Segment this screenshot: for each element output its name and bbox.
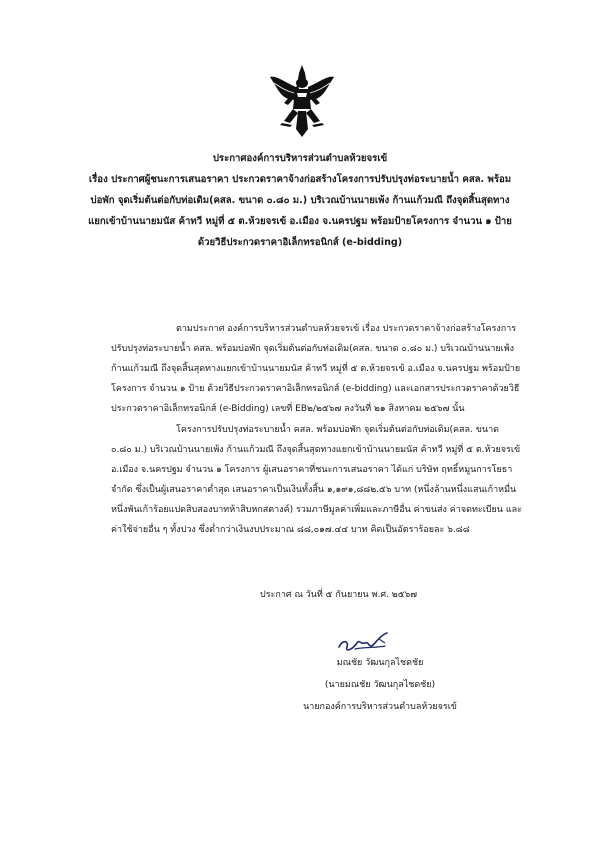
paragraph-1-line: ตามประกาศ องค์การบริหารส่วนตำบลห้วยจรเข้ เรื่อง ประกวดราคาจ้างก่อสร้างโครงการ [176,324,517,334]
announcement-issuer: ประกาศองค์การบริหารส่วนตำบลห้วยจรเข้ [212,153,388,164]
paragraph-2-line: อ.เมือง จ.นครปฐม จำนวน ๑ โครงการ ผู้เสนอราคาที่ชนะการเสนอราคา ได้แก่ บริษัท ฤทธิ์หมูนการโยธา [111,465,513,475]
paragraph-1-line: ปรับปรุงท่อระบายน้ำ คสล. พร้อมบ่อพัก จุดเริ่มต้นต่อกับท่อเดิม(คสล. ขนาด ๐.๘๐ ม.) บริเวณบ้านนายเพ้ง [111,344,515,354]
garuda-emblem-icon [268,63,336,139]
signatory-name: มณชัย วัฒนกุลไชดชัย [336,658,424,668]
paragraph-2-line: หนึ่งพันเก้าร้อยแปดสิบสองบาทห้าสิบหกสตางค์) รวมภาษีมูลค่าเพิ่มและภาษีอื่น ค่าขนส่ง ค่าจดทะเบียน และ [111,505,522,515]
paragraph-1-line: ก้านแก้วมณี ถึงจุดสิ้นสุดทางแยกเข้าบ้านนายมนัส ค้าทวี หมู่ที่ ๕ ต.ห้วยจรเข้ อ.เมือง จ.นครปฐม พร้อมป้าย [111,364,521,374]
signatory-name-parenthesized: (นายมณชัย วัฒนกุลไชดชัย) [324,680,436,690]
paragraph-2-line: ๐.๘๐ ม.) บริเวณบ้านนายเพ้ง ก้านแก้วมณี ถึงจุดสิ้นสุดทางแยกเข้าบ้านนายมนัส ค้าทวี หมู่ที่ ๕ ต.ห้วยจรเข้ [111,445,521,455]
paragraph-1-line: ประกวดราคาอิเล็กทรอนิกส์ (e-Bidding) เลขที่ EB๒/๒๕๖๗ ลงวันที่ ๒๑ สิงหาคม ๒๕๖๗ นั้น [111,404,465,414]
signatory-position: นายกองค์การบริหารส่วนตำบลห้วยจรเข้ [303,702,457,712]
paragraph-2-line: ค่าใช้จ่ายอื่น ๆ ทั้งปวง ซึ่งต่ำกว่าเงินงบประมาณ ๘๘,๐๑๗.๔๔ บาท คิดเป็นอัตราร้อยละ ๖.๘๘ [111,525,470,535]
paragraph-2-line: โครงการปรับปรุงท่อระบายน้ำ คสล. พร้อมบ่อพัก จุดเริ่มต้นต่อกับท่อเดิม(คสล. ขนาด [176,425,499,435]
subject-line-3: แยกเข้าบ้านนายมนัส ค้าทวี หมู่ที่ ๕ ต.ห้วยจรเข้ อ.เมือง จ.นครปฐม พร้อมป้ายโครงการ จำนวน ๑ ป้าย [88,216,512,227]
paragraph-2-line: จำกัด ซึ่งเป็นผู้เสนอราคาต่ำสุด เสนอราคาเป็นเงินทั้งสิ้น ๑,๑๙๑,๘๘๒.๕๖ บาท (หนึ่งล้านหนึ่งแสนเก้าหมื่น [111,485,517,495]
subject-line-4: ด้วยวิธีประกวดราคาอิเล็กทรอนิกส์ (e-bidding) [197,237,403,248]
announcement-date: ประกาศ ณ วันที่ ๕ กันยายน พ.ศ. ๒๕๖๗ [260,590,418,600]
paragraph-1-line: โครงการ จำนวน ๑ ป้าย ด้วยวิธีประกวดราคาอิเล็กทรอนิกส์ (e-bidding) และเอกสารประกวดราคาด้วยวิธี [111,384,520,394]
subject-line-2: บ่อพัก จุดเริ่มต้นต่อกับท่อเดิม(คสล. ขนาด ๐.๘๐ ม.) บริเวณบ้านนายเพ้ง ก้านแก้วมณี ถึงจุดสิ้นสุดทาง [90,195,510,206]
subject-line-1: เรื่อง ประกาศผู้ชนะการเสนอราคา ประกวดราคาจ้างก่อสร้างโครงการปรับปรุงท่อระบายน้ำ คสล. พร้อม [88,174,512,185]
